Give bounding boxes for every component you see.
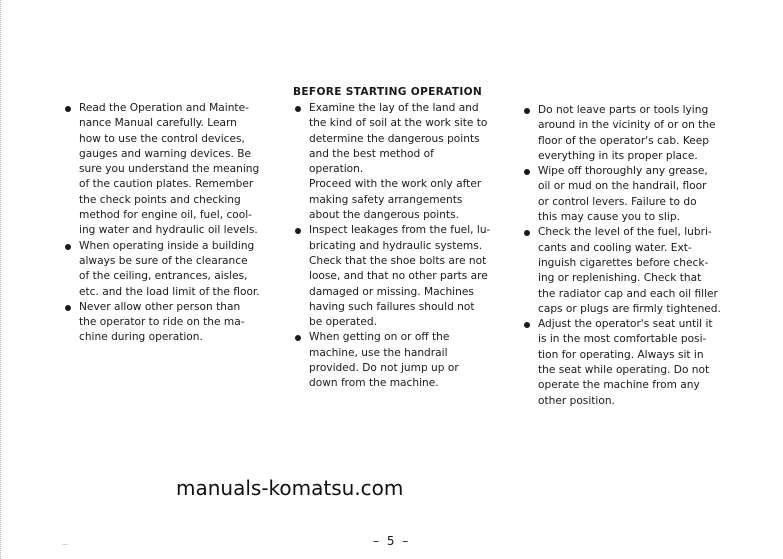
text-line: chine during operation. <box>79 331 203 344</box>
text-line: Never allow other person than <box>79 300 241 313</box>
bullet-dot-icon <box>295 228 301 234</box>
text-line: and the best method of <box>309 147 434 160</box>
text-line: Do not leave parts or tools lying <box>538 104 709 116</box>
text-line: determine the dangerous points <box>309 132 480 145</box>
text-line: damaged or missing. Machines <box>309 285 474 298</box>
text-line: operation. <box>309 163 364 176</box>
text-line: tion for operating. Always sit in <box>538 348 704 361</box>
text-line: gauges and warning devices. Be <box>79 147 251 160</box>
bullet-item <box>65 300 271 346</box>
text-line: be operated. <box>309 316 377 329</box>
print-code-mark: ··· <box>62 542 68 549</box>
text-line: Check that the shoe bolts are not <box>309 254 487 267</box>
text-line: the check points and checking <box>79 193 241 206</box>
text-line: Examine the lay of the land and <box>309 102 479 114</box>
bullet-item <box>65 239 271 300</box>
text-line: the radiator cap and each oil filler <box>538 287 718 300</box>
text-line: always be sure of the clearance <box>79 254 248 267</box>
text-line: When getting on or off the <box>309 331 450 344</box>
bullet-dot-icon <box>295 335 301 341</box>
text-line: other position. <box>538 394 615 407</box>
text-line: etc. and the load limit of the floor. <box>79 285 260 298</box>
text-line: of the ceiling, entrances, aisles, <box>79 270 248 283</box>
text-line: Wipe off thoroughly any grease, <box>538 165 708 178</box>
bullet-dot-icon <box>65 106 71 112</box>
bullet-dot-icon <box>524 230 530 236</box>
text-line: inguish cigarettes before check- <box>538 256 709 269</box>
text-line: loose, and that no other parts are <box>309 270 488 283</box>
text-line: oil or mud on the handrail, floor <box>538 180 707 193</box>
text-line: nance Manual carefully. Learn <box>79 117 237 130</box>
column-right <box>524 103 730 409</box>
bullet-dot-icon <box>65 244 71 250</box>
page-number: – 5 – <box>373 534 411 548</box>
text-line: Read the Operation and Mainte- <box>79 102 249 114</box>
text-line: machine, use the handrail <box>309 346 448 359</box>
bullet-item <box>524 317 730 409</box>
text-line: floor of the operator's cab. Keep <box>538 134 710 147</box>
text-line: this may cause you to slip. <box>538 211 680 224</box>
text-line: caps or plugs are firmly tightened. <box>538 302 721 315</box>
text-line: sure you understand the meaning <box>79 163 260 176</box>
watermark: manuals-komatsu.com <box>176 476 404 500</box>
text-line: is in the most comfortable posi- <box>538 333 707 346</box>
text-line: down from the machine. <box>309 377 439 390</box>
text-line: of the caution plates. Remember <box>79 178 254 191</box>
bullet-dot-icon <box>524 169 530 175</box>
text-line: Proceed with the work only after <box>309 178 482 191</box>
bullet-item <box>295 330 501 391</box>
bullet-item <box>295 101 501 223</box>
text-line: the operator to ride on the ma- <box>79 316 245 329</box>
text-line: Check the level of the fuel, lubri- <box>538 226 712 239</box>
text-line: everything in its proper place. <box>538 149 698 162</box>
text-line: or control levers. Failure to do <box>538 195 697 208</box>
text-line: making safety arrangements <box>309 193 463 206</box>
column-left <box>65 101 271 346</box>
text-line: ing water and hydraulic oil levels. <box>79 224 258 237</box>
text-line: how to use the control devices, <box>79 132 245 145</box>
text-line: the kind of soil at the work site to <box>309 117 488 130</box>
text-line: having such failures should not <box>309 300 475 313</box>
bullet-dot-icon <box>524 322 530 328</box>
text-line: the seat while operating. Do not <box>538 364 710 377</box>
bullet-item <box>65 101 271 239</box>
text-line: around in the vicinity of or on the <box>538 119 716 132</box>
text-line: bricating and hydraulic systems. <box>309 239 483 252</box>
text-line: operate the machine from any <box>538 379 700 392</box>
section-heading: BEFORE STARTING OPERATION <box>293 86 483 98</box>
text-line: about the dangerous points. <box>309 209 459 222</box>
text-line: method for engine oil, fuel, cool- <box>79 209 253 222</box>
bullet-item <box>524 225 730 317</box>
text-line: Inspect leakages from the fuel, lu- <box>309 224 491 237</box>
bullet-dot-icon <box>524 108 530 114</box>
bullet-item <box>524 103 730 164</box>
bullet-item <box>295 223 501 330</box>
text-line: provided. Do not jump up or <box>309 362 459 375</box>
text-line: cants and cooling water. Ext- <box>538 241 692 254</box>
column-middle <box>295 101 501 392</box>
bullet-dot-icon <box>295 106 301 112</box>
bullet-item <box>524 164 730 225</box>
text-line: ing or replenishing. Check that <box>538 272 702 285</box>
text-line: When operating inside a building <box>79 239 255 252</box>
page-edge <box>0 0 2 559</box>
text-line: Adjust the operator's seat until it <box>538 318 713 331</box>
bullet-dot-icon <box>65 305 71 311</box>
